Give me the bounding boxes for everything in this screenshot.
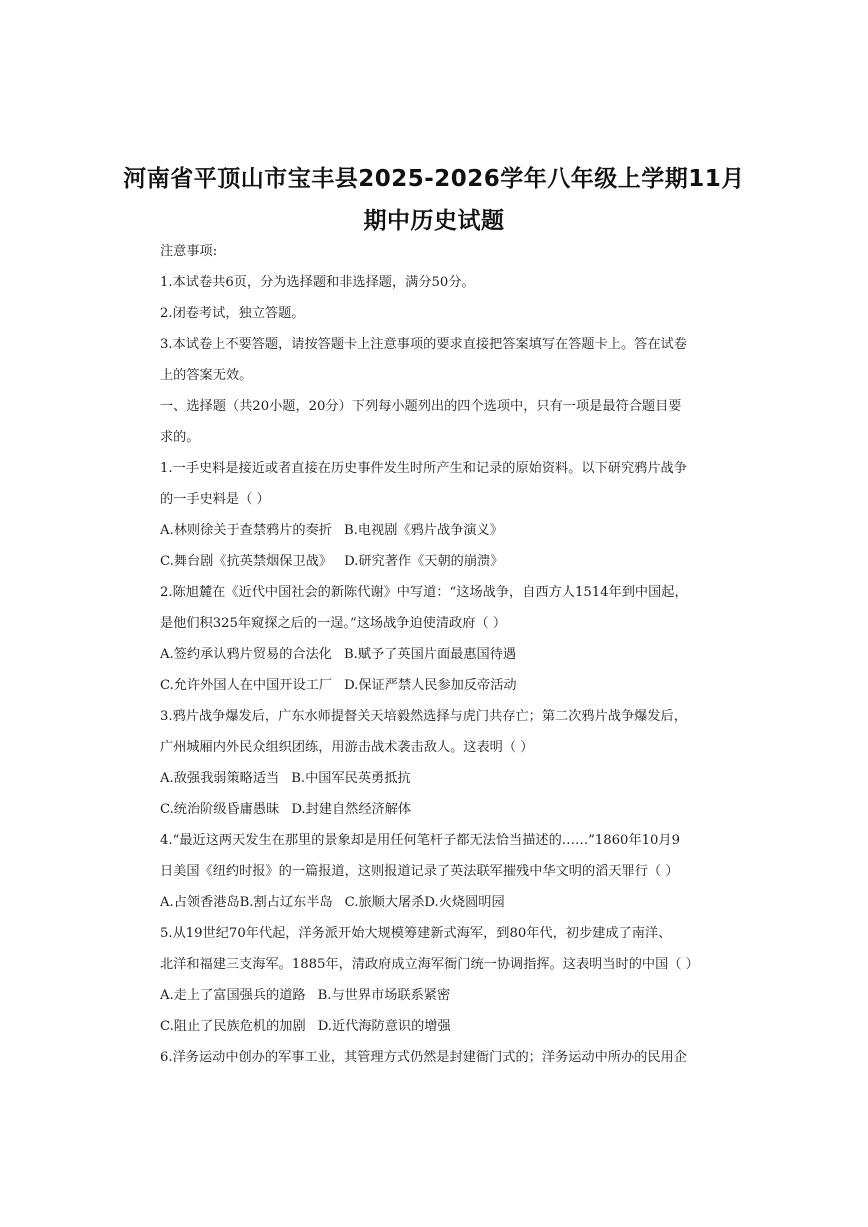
question-2-options bbox=[160, 677, 720, 695]
question-4-stem: 日美国《纽约时报》的一篇报道，这则报道记录了英法联军摧残中华文明的滔天罪行（ ） bbox=[160, 864, 679, 879]
option-a: A.敌强我弱策略适当 bbox=[160, 771, 280, 786]
option-d: D.保证严禁人民参加反帝活动 bbox=[344, 678, 517, 693]
question-3-options bbox=[160, 801, 720, 819]
notice-heading: 注意事项: bbox=[160, 244, 218, 259]
option-b: B.赋予了英国片面最惠国待遇 bbox=[343, 647, 517, 662]
question-2-stem: 是他们积325年窥探之后的一逞。”这场战争迫使清政府（ ） bbox=[160, 616, 507, 631]
option-c: C.允许外国人在中国开设工厂 bbox=[160, 678, 333, 693]
option-ab: A.占领香港岛B.割占辽东半岛 bbox=[160, 895, 333, 910]
question-6-stem: 6.洋务运动中创办的军事工业，其管理方式仍然是封建衙门式的；洋务运动中所办的民用企 bbox=[160, 1050, 687, 1065]
option-d: D.封建自然经济解体 bbox=[291, 802, 412, 817]
exam-title-line1: 河南省平顶山市宝丰县2025-2026学年八年级上学期11月 bbox=[123, 166, 745, 192]
option-cd: C.旅顺大屠杀D.火烧圆明园 bbox=[344, 895, 505, 910]
section-heading-cont: 求的。 bbox=[160, 430, 200, 445]
question-5-options bbox=[160, 987, 720, 1005]
question-4-options bbox=[160, 894, 720, 912]
exam-title-line2: 期中历史试题 bbox=[363, 208, 505, 234]
question-4-stem: 4.“最近这两天发生在那里的景象却是用任何笔杆子都无法恰当描述的……”1860年10月9 bbox=[160, 833, 680, 848]
question-1-options bbox=[160, 522, 720, 540]
notice-item: 1.本试卷共6页，分为选择题和非选择题，满分50分。 bbox=[160, 275, 475, 290]
notice-item: 2.闭卷考试，独立答题。 bbox=[160, 306, 305, 321]
option-c: C.统治阶级昏庸愚昧 bbox=[160, 802, 280, 817]
option-c: C.舞台剧《抗英禁烟保卫战》 bbox=[160, 554, 333, 569]
question-5-options bbox=[160, 1018, 720, 1036]
option-a: A.签约承认鸦片贸易的合法化 bbox=[160, 647, 332, 662]
option-d: D.研究著作《天朝的崩溃》 bbox=[344, 554, 504, 569]
question-1-stem: 1.一手史料是接近或者直接在历史事件发生时所产生和记录的原始资料。以下研究鸦片战争 bbox=[160, 461, 687, 476]
option-b: B.电视剧《鸦片战争演义》 bbox=[343, 523, 503, 538]
question-1-stem: 的一手史料是（ ） bbox=[160, 492, 270, 507]
option-a: A.走上了富国强兵的道路 bbox=[160, 988, 306, 1003]
question-5-stem: 北洋和福建三支海军。1885年，清政府成立海军衙门统一协调指挥。这表明当时的中国（ ） bbox=[160, 957, 699, 972]
question-2-options bbox=[160, 646, 720, 664]
question-2-stem: 2.陈旭麓在《近代中国社会的新陈代谢》中写道：“这场战争，自西方人1514年到中国起， bbox=[160, 585, 688, 600]
question-5-stem: 5.从19世纪70年代起，洋务派开始大规模筹建新式海军，到80年代，初步建成了南洋、 bbox=[160, 926, 672, 941]
section-heading: 一、选择题（共20小题，20分）下列每小题列出的四个选项中，只有一项是最符合题目要 bbox=[160, 399, 682, 414]
option-a: A.林则徐关于查禁鸦片的奏折 bbox=[160, 523, 332, 538]
option-b: B.与世界市场联系紧密 bbox=[317, 988, 451, 1003]
question-1-options bbox=[160, 553, 720, 571]
option-b: B.中国军民英勇抵抗 bbox=[291, 771, 411, 786]
question-3-stem: 3.鸦片战争爆发后，广东水师提督关天培毅然选择与虎门共存亡；第二次鸦片战争爆发后， bbox=[160, 709, 687, 724]
question-3-stem: 广州城厢内外民众组织团练，用游击战术袭击敌人。这表明（ ） bbox=[160, 740, 534, 755]
option-d: D.近代海防意识的增强 bbox=[317, 1019, 451, 1034]
option-c: C.阻止了民族危机的加剧 bbox=[160, 1019, 306, 1034]
notice-item: 3.本试卷上不要答题，请按答题卡上注意事项的要求直接把答案填写在答题卡上。答在试卷 bbox=[160, 337, 687, 352]
notice-item: 上的答案无效。 bbox=[160, 368, 253, 383]
question-3-options bbox=[160, 770, 720, 788]
